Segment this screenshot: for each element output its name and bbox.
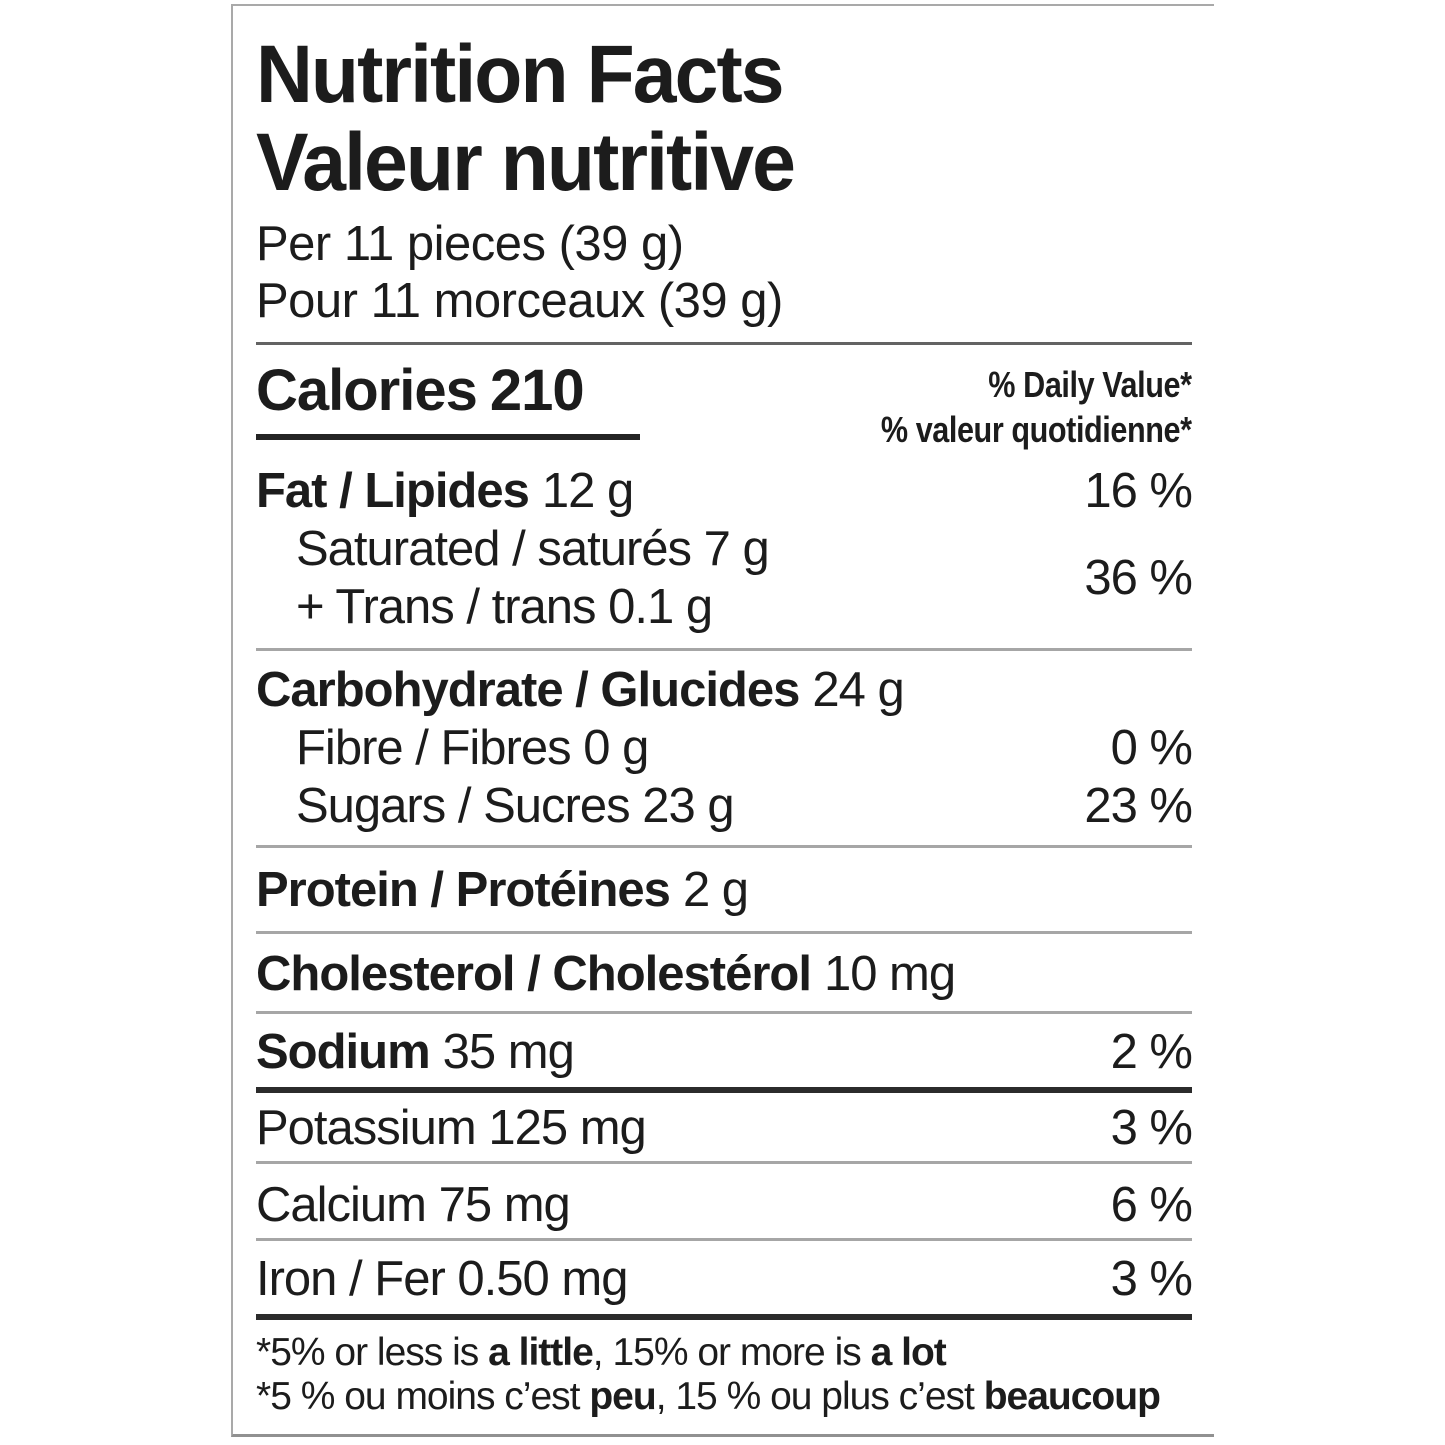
daily-value-header — [881, 362, 1192, 452]
row-fibre — [256, 719, 1192, 777]
saturated-label: Saturated / saturés 7 g — [296, 522, 769, 576]
iron-daily-value: 3 % — [1110, 1252, 1192, 1306]
daily-value-header-en: % Daily Value* — [988, 364, 1192, 405]
calories-value — [256, 358, 640, 440]
row-sugars — [256, 777, 1192, 835]
cholesterol-name: Cholesterol / Cholestérol — [256, 947, 811, 1001]
rule-below-potassium — [256, 1161, 1192, 1164]
row-cholesterol — [256, 945, 1192, 1003]
sodium-amount: 35 mg — [442, 1025, 574, 1079]
daily-value-header-fr: % valeur quotidienne* — [881, 409, 1192, 450]
title-fr: Valeur nutritive — [256, 117, 795, 208]
sugars-label: Sugars / Sucres 23 g — [296, 779, 734, 833]
fat-label — [256, 462, 633, 520]
row-trans — [256, 578, 1192, 636]
cholesterol-amount: 10 mg — [823, 947, 956, 1001]
row-saturated — [256, 520, 1192, 578]
calcium-label: Calcium 75 mg — [256, 1178, 570, 1232]
row-calcium — [256, 1176, 1192, 1234]
carbohydrate-amount: 24 g — [812, 663, 904, 717]
cholesterol-label — [256, 945, 955, 1003]
calcium-daily-value: 6 % — [1110, 1178, 1192, 1232]
fibre-daily-value: 0 % — [1110, 721, 1192, 775]
sodium-name: Sodium — [256, 1025, 430, 1079]
row-potassium — [256, 1099, 1192, 1157]
serving-size-en: Per 11 pieces (39 g) — [256, 217, 684, 271]
daily-value-footnote — [256, 1331, 1192, 1419]
calories-amount: 210 — [489, 358, 584, 423]
sugars-daily-value: 23 % — [1084, 779, 1192, 833]
serving-size-fr: Pour 11 morceaux (39 g) — [256, 274, 783, 328]
rule-below-fat — [256, 648, 1192, 651]
title-en: Nutrition Facts — [256, 29, 783, 120]
rule-below-calcium — [256, 1238, 1192, 1241]
saturated-trans-daily-value: 36 % — [1084, 551, 1192, 605]
row-protein — [256, 861, 1192, 919]
iron-label: Iron / Fer 0.50 mg — [256, 1252, 628, 1306]
rule-below-cholesterol — [256, 1011, 1192, 1014]
serving-info — [256, 216, 1192, 330]
footnote-fr-star: * — [256, 1375, 271, 1418]
carbohydrate-label — [256, 661, 904, 719]
rule-below-protein — [256, 931, 1192, 934]
nutrition-facts-label — [231, 4, 1214, 1437]
row-fat — [256, 462, 1192, 520]
row-iron — [256, 1250, 1192, 1308]
footnote-fr: *5 % ou moins c’est peu, 15 % ou plus c’est beaucoup — [256, 1375, 1160, 1418]
row-sodium — [256, 1023, 1192, 1081]
row-carbohydrate — [256, 661, 1192, 719]
protein-label — [256, 861, 748, 919]
rule-below-iron — [256, 1314, 1192, 1320]
rule-below-sodium — [256, 1087, 1192, 1093]
footnote-en: *5% or less is a little, 15% or more is a lot — [256, 1331, 946, 1374]
sodium-label — [256, 1023, 574, 1081]
trans-label: + Trans / trans 0.1 g — [296, 580, 713, 634]
fat-name: Fat / Lipides — [256, 464, 529, 518]
fat-amount: 12 g — [541, 464, 634, 518]
rule-below-carbohydrate — [256, 845, 1192, 848]
rule-below-serving — [256, 342, 1192, 345]
calories-header-row — [256, 358, 1192, 452]
potassium-daily-value: 3 % — [1110, 1101, 1192, 1155]
calories-label: Calories — [256, 358, 477, 423]
carbohydrate-name: Carbohydrate / Glucides — [256, 663, 800, 717]
protein-amount: 2 g — [682, 863, 749, 917]
potassium-label: Potassium 125 mg — [256, 1101, 646, 1155]
footnote-en-star: * — [256, 1331, 271, 1374]
protein-name: Protein / Protéines — [256, 863, 670, 917]
fat-daily-value: 16 % — [1084, 464, 1192, 518]
fibre-label: Fibre / Fibres 0 g — [296, 721, 649, 775]
sodium-daily-value: 2 % — [1110, 1025, 1192, 1079]
fat-subgroup — [256, 520, 1192, 636]
